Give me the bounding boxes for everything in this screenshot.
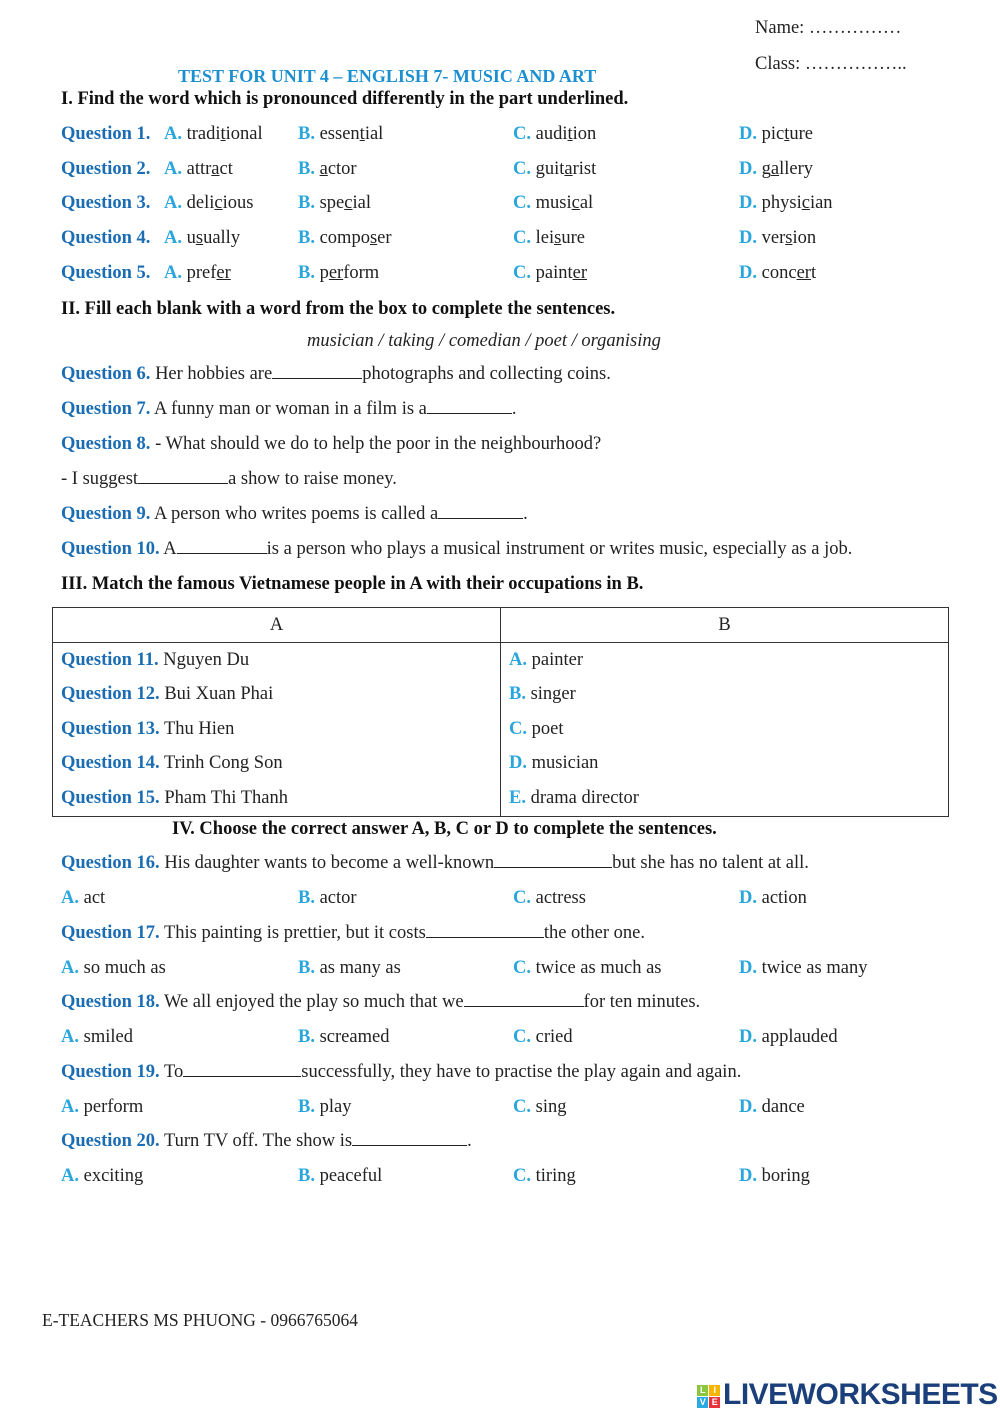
option-letter: B. xyxy=(298,888,315,908)
word-part: lei xyxy=(535,228,555,249)
option-letter: B. xyxy=(298,262,315,283)
column-b-header: B xyxy=(501,608,949,643)
answer-option[interactable] xyxy=(513,159,596,180)
option-letter: B. xyxy=(298,193,315,214)
option-letter: D. xyxy=(739,262,757,283)
underlined-part: er xyxy=(328,262,344,283)
option-letter: A. xyxy=(164,228,182,249)
sentence-text: A person who writes poems is called a xyxy=(150,504,439,524)
question-label: Question 15. xyxy=(61,787,160,808)
question-label: Question 8. xyxy=(61,434,151,454)
answer-blank[interactable] xyxy=(494,853,612,868)
option-letter: C. xyxy=(513,888,531,908)
person-name: Trinh Cong Son xyxy=(163,753,283,774)
answer-option[interactable] xyxy=(739,888,807,909)
option-letter: C. xyxy=(513,158,531,179)
answer-option[interactable] xyxy=(513,124,596,145)
table-row xyxy=(53,643,949,678)
underlined-part: a xyxy=(770,158,780,179)
matching-table xyxy=(52,607,949,817)
question-label: Question 10. xyxy=(61,539,160,559)
answer-option[interactable] xyxy=(298,228,392,249)
option-text: action xyxy=(761,888,807,908)
person-cell xyxy=(53,678,501,713)
word-part: t xyxy=(810,262,817,283)
answer-option[interactable] xyxy=(298,124,383,145)
sentence-text: . xyxy=(523,504,528,524)
sentence-text: This painting is prettier, but it costs xyxy=(159,922,426,943)
answer-option[interactable] xyxy=(513,958,662,979)
section4-heading: IV. Choose the correct answer A, B, C or D to complete the sentences. xyxy=(172,819,717,839)
answer-blank[interactable] xyxy=(438,504,523,519)
word-part: g xyxy=(761,158,771,179)
underlined-part: s xyxy=(785,228,793,249)
answer-blank[interactable] xyxy=(352,1131,467,1146)
word-part: u xyxy=(186,228,196,249)
footer-text: E-TEACHERS MS PHUONG - 0966765064 xyxy=(42,1310,358,1330)
occupation: musician xyxy=(531,753,599,774)
occupation-cell[interactable] xyxy=(501,747,949,782)
table-row xyxy=(53,712,949,747)
option-text: act xyxy=(83,888,106,908)
answer-option[interactable] xyxy=(298,1166,382,1187)
question-label: Question 6. xyxy=(61,364,151,384)
fill-sentence xyxy=(61,504,528,525)
word-part: ious xyxy=(222,193,254,214)
option-text: tiring xyxy=(535,1166,576,1186)
option-text: smiled xyxy=(83,1027,133,1047)
option-text: screamed xyxy=(319,1027,390,1047)
question-label: Question 14. xyxy=(61,753,160,774)
fill-sentence xyxy=(61,364,611,385)
option-letter: E. xyxy=(509,787,526,808)
answer-option[interactable] xyxy=(164,228,240,249)
word-part: ct xyxy=(219,158,233,179)
word-part: tradi xyxy=(186,124,221,144)
question-label: Question 11. xyxy=(61,649,159,670)
question-sentence xyxy=(61,992,700,1013)
question-label: Question 13. xyxy=(61,718,160,739)
fill-sentence xyxy=(61,434,601,455)
option-text: twice as much as xyxy=(535,957,662,978)
answer-option[interactable] xyxy=(739,263,816,284)
underlined-part: t xyxy=(567,124,573,144)
answer-option[interactable] xyxy=(298,1027,389,1048)
sentence-text: To xyxy=(159,1061,184,1082)
underlined-part: t xyxy=(220,124,226,144)
question-label: Question 16. xyxy=(61,853,160,873)
option-letter: B. xyxy=(298,124,315,144)
sentence-text: . xyxy=(511,399,517,419)
answer-option[interactable] xyxy=(739,958,867,979)
option-letter: D. xyxy=(739,1166,757,1186)
sentence-text: His daughter wants to become a well-known xyxy=(159,853,495,873)
logo-letter-tile: I xyxy=(709,1385,720,1396)
occupation-cell[interactable] xyxy=(501,712,949,747)
option-letter: B. xyxy=(298,1166,315,1186)
option-letter: D. xyxy=(739,124,757,144)
sentence-text: - I suggest xyxy=(61,469,139,489)
logo-text: LIVEWORKSHEETS xyxy=(723,1378,998,1411)
question-label: Question 19. xyxy=(61,1061,160,1082)
answer-blank[interactable] xyxy=(426,923,544,938)
option-letter: B. xyxy=(509,684,526,705)
occupation: drama director xyxy=(530,787,639,808)
occupation-cell[interactable] xyxy=(501,781,949,816)
word-part: physi xyxy=(761,193,802,214)
answer-option[interactable] xyxy=(739,1166,810,1187)
question-label: Question 18. xyxy=(61,992,160,1012)
word-part: ian xyxy=(809,193,833,214)
option-letter: D. xyxy=(509,753,527,774)
column-a-header: A xyxy=(53,608,501,643)
question-label: Question 12. xyxy=(61,684,160,705)
underlined-part: a xyxy=(319,158,328,179)
sentence-text: is a person who plays a musical instrument or writes music, especially as a job. xyxy=(266,539,853,559)
word-part: ctor xyxy=(327,158,357,179)
option-letter: B. xyxy=(298,1096,315,1117)
option-letter: C. xyxy=(513,228,531,249)
option-letter: A. xyxy=(164,158,182,179)
name-field: Name: …………… xyxy=(755,18,902,38)
option-text: peaceful xyxy=(319,1166,383,1186)
sentence-text: successfully, they have to practise the play again and again. xyxy=(301,1061,742,1082)
question-sentence xyxy=(61,923,645,944)
word-part: musi xyxy=(535,193,572,214)
option-text: actor xyxy=(319,888,357,908)
answer-blank[interactable] xyxy=(138,469,228,484)
word-part: essen xyxy=(319,124,360,144)
underlined-part: c xyxy=(801,193,810,214)
answer-option[interactable] xyxy=(61,1027,133,1048)
option-letter: D. xyxy=(739,1096,757,1117)
sentence-text: . xyxy=(467,1131,472,1151)
word-part: p xyxy=(319,262,329,283)
section3-heading: III. Match the famous Vietnamese people in A with their occupations in B. xyxy=(61,574,644,594)
question-label: Question 9. xyxy=(61,504,151,524)
word-part: ional xyxy=(225,124,263,144)
person-name: Thu Hien xyxy=(163,718,235,739)
question-label: Question 4. xyxy=(61,228,151,249)
sentence-text: photographs and collecting coins. xyxy=(362,364,611,384)
option-letter: B. xyxy=(298,1027,315,1047)
question-label: Question 2. xyxy=(61,158,151,179)
answer-option[interactable] xyxy=(164,193,253,214)
sentence-text: We all enjoyed the play so much that we xyxy=(159,992,464,1012)
underlined-part: er xyxy=(796,262,811,283)
answer-option[interactable] xyxy=(164,124,263,145)
answer-option[interactable] xyxy=(513,1166,576,1187)
option-letter: A. xyxy=(164,262,182,283)
option-text: applauded xyxy=(761,1027,838,1047)
option-letter: A. xyxy=(61,1027,79,1047)
answer-option[interactable] xyxy=(61,1166,143,1187)
answer-option[interactable] xyxy=(513,193,593,214)
option-letter: C. xyxy=(513,124,531,144)
answer-option[interactable] xyxy=(739,159,813,180)
word-part: pref xyxy=(186,262,217,283)
option-letter: A. xyxy=(164,124,182,144)
option-letter: C. xyxy=(513,957,531,978)
option-text: as many as xyxy=(319,957,401,978)
question-label: Question 17. xyxy=(61,922,160,943)
underlined-part: c xyxy=(344,193,353,214)
word-part: paint xyxy=(535,262,573,283)
word-part: form xyxy=(343,262,380,283)
option-letter: D. xyxy=(739,957,757,978)
sentence-text: A xyxy=(159,539,177,559)
question-label: Question 20. xyxy=(61,1131,160,1151)
underlined-part: a xyxy=(564,158,573,179)
word-part: pic xyxy=(761,124,785,144)
person-cell xyxy=(53,747,501,782)
fill-sentence xyxy=(61,469,397,490)
worksheet-title: TEST FOR UNIT 4 – ENGLISH 7- MUSIC AND ART xyxy=(178,66,597,86)
occupation: singer xyxy=(530,684,576,705)
option-letter: D. xyxy=(739,888,757,908)
class-field: Class: …………….. xyxy=(755,54,907,74)
answer-option[interactable] xyxy=(164,159,233,180)
option-text: dance xyxy=(761,1096,805,1117)
word-part: ial xyxy=(352,193,371,214)
word-part: ure xyxy=(561,228,585,249)
underlined-part: s xyxy=(554,228,562,249)
answer-option[interactable] xyxy=(298,888,357,909)
sentence-text: Her hobbies are xyxy=(150,364,273,384)
answer-option[interactable] xyxy=(739,228,816,249)
option-letter: A. xyxy=(509,649,527,670)
word-part: rist xyxy=(572,158,597,179)
question-sentence xyxy=(61,1131,472,1152)
person-cell xyxy=(53,643,501,678)
word-part: llery xyxy=(779,158,813,179)
answer-blank[interactable] xyxy=(464,992,584,1007)
answer-blank[interactable] xyxy=(177,539,267,554)
answer-option[interactable] xyxy=(739,1097,805,1118)
person-cell xyxy=(53,712,501,747)
fill-sentence xyxy=(61,539,852,560)
logo-letter-tile: E xyxy=(709,1397,720,1408)
answer-option[interactable] xyxy=(61,958,166,979)
underlined-part: t xyxy=(784,124,790,144)
word-part: ion xyxy=(572,124,597,144)
section1-heading: I. Find the word which is pronounced differently in the part underlined. xyxy=(61,89,629,109)
option-letter: C. xyxy=(513,1096,531,1117)
word-part: ial xyxy=(364,124,384,144)
answer-option[interactable] xyxy=(298,159,357,180)
option-letter: B. xyxy=(298,158,315,179)
option-letter: A. xyxy=(61,957,79,978)
occupation-cell[interactable] xyxy=(501,678,949,713)
sentence-text: Turn TV off. The show is xyxy=(159,1131,353,1151)
underlined-part: t xyxy=(359,124,365,144)
answer-blank[interactable] xyxy=(427,399,512,414)
option-letter: A. xyxy=(164,193,182,214)
fill-sentence xyxy=(61,399,517,420)
answer-option[interactable] xyxy=(739,1027,838,1048)
option-letter: B. xyxy=(298,957,315,978)
word-part: ure xyxy=(789,124,813,144)
option-text: boring xyxy=(761,1166,810,1186)
word-part: audi xyxy=(535,124,568,144)
question-label: Question 1. xyxy=(61,124,151,144)
answer-blank[interactable] xyxy=(272,364,362,379)
occupation-cell[interactable] xyxy=(501,643,949,678)
option-text: twice as many xyxy=(761,957,868,978)
option-letter: C. xyxy=(513,1166,531,1186)
person-name: Bui Xuan Phai xyxy=(164,684,274,705)
occupation: poet xyxy=(531,718,564,739)
answer-blank[interactable] xyxy=(183,1062,301,1077)
option-text: sing xyxy=(535,1096,567,1117)
person-name: Pham Thi Thanh xyxy=(164,787,288,808)
underlined-part: c xyxy=(571,193,580,214)
table-row xyxy=(53,781,949,816)
logo-letter-tile: L xyxy=(697,1385,708,1396)
answer-option[interactable] xyxy=(513,263,587,284)
sentence-text: for ten minutes. xyxy=(583,992,701,1012)
underlined-part: s xyxy=(369,228,378,249)
answer-option[interactable] xyxy=(298,193,371,214)
word-part: guit xyxy=(535,158,565,179)
answer-option[interactable] xyxy=(739,124,813,145)
option-letter: A. xyxy=(61,888,79,908)
answer-option[interactable] xyxy=(164,263,231,284)
option-letter: A. xyxy=(61,1096,79,1117)
option-letter: C. xyxy=(513,1027,531,1047)
question-label: Question 5. xyxy=(61,262,151,283)
sentence-text: - What should we do to help the poor in the neighbourhood? xyxy=(150,434,602,454)
live-logo-icon xyxy=(697,1385,720,1408)
underlined-part: a xyxy=(211,158,220,179)
option-letter: A. xyxy=(61,1166,79,1186)
person-cell xyxy=(53,781,501,816)
word-part: attr xyxy=(186,158,212,179)
answer-option[interactable] xyxy=(298,1097,351,1118)
option-text: perform xyxy=(83,1096,144,1117)
question-sentence xyxy=(61,1062,741,1083)
option-letter: B. xyxy=(298,228,315,249)
option-letter: D. xyxy=(739,228,757,249)
answer-option[interactable] xyxy=(298,958,401,979)
answer-option[interactable] xyxy=(513,228,585,249)
sentence-text: A funny man or woman in a film is a xyxy=(150,399,427,419)
logo-letter-tile: V xyxy=(697,1397,708,1408)
person-name: Nguyen Du xyxy=(163,649,250,670)
question-sentence xyxy=(61,853,809,874)
option-letter: C. xyxy=(513,193,531,214)
word-part: spe xyxy=(319,193,345,214)
answer-option[interactable] xyxy=(513,1097,566,1118)
word-part: conc xyxy=(761,262,797,283)
sentence-text: the other one. xyxy=(543,922,646,943)
word-part: deli xyxy=(186,193,215,214)
option-text: exciting xyxy=(83,1166,144,1186)
underlined-part: s xyxy=(195,228,204,249)
underlined-part: er xyxy=(572,262,587,283)
option-text: play xyxy=(319,1096,352,1117)
word-part: ver xyxy=(761,228,786,249)
sentence-text: but she has no talent at all. xyxy=(612,853,809,873)
word-part: al xyxy=(579,193,594,214)
answer-option[interactable] xyxy=(513,888,586,909)
answer-option[interactable] xyxy=(298,263,379,284)
underlined-part: er xyxy=(216,262,231,283)
answer-option[interactable] xyxy=(739,193,833,214)
option-letter: D. xyxy=(739,158,757,179)
table-row xyxy=(53,747,949,782)
word-part: compo xyxy=(319,228,370,249)
option-letter: C. xyxy=(513,262,531,283)
question-label: Question 3. xyxy=(61,193,151,214)
section2-heading: II. Fill each blank with a word from the box to complete the sentences. xyxy=(61,299,616,319)
word-part: ually xyxy=(203,228,241,249)
option-text: so much as xyxy=(83,957,166,978)
question-label: Question 7. xyxy=(61,399,151,419)
answer-option[interactable] xyxy=(61,888,105,909)
sentence-text: a show to raise money. xyxy=(228,469,397,489)
occupation: painter xyxy=(531,649,583,670)
underlined-part: c xyxy=(214,193,223,214)
word-part: er xyxy=(377,228,392,249)
answer-option[interactable] xyxy=(513,1027,573,1048)
option-letter: C. xyxy=(509,718,527,739)
option-letter: D. xyxy=(739,193,757,214)
option-text: cried xyxy=(535,1027,573,1047)
answer-option[interactable] xyxy=(61,1097,143,1118)
option-text: actress xyxy=(535,888,586,908)
option-letter: D. xyxy=(739,1027,757,1047)
table-row xyxy=(53,678,949,713)
liveworksheets-logo xyxy=(697,1378,998,1412)
word-part: ion xyxy=(792,228,817,249)
word-box: musician / taking / comedian / poet / organising xyxy=(307,331,661,351)
